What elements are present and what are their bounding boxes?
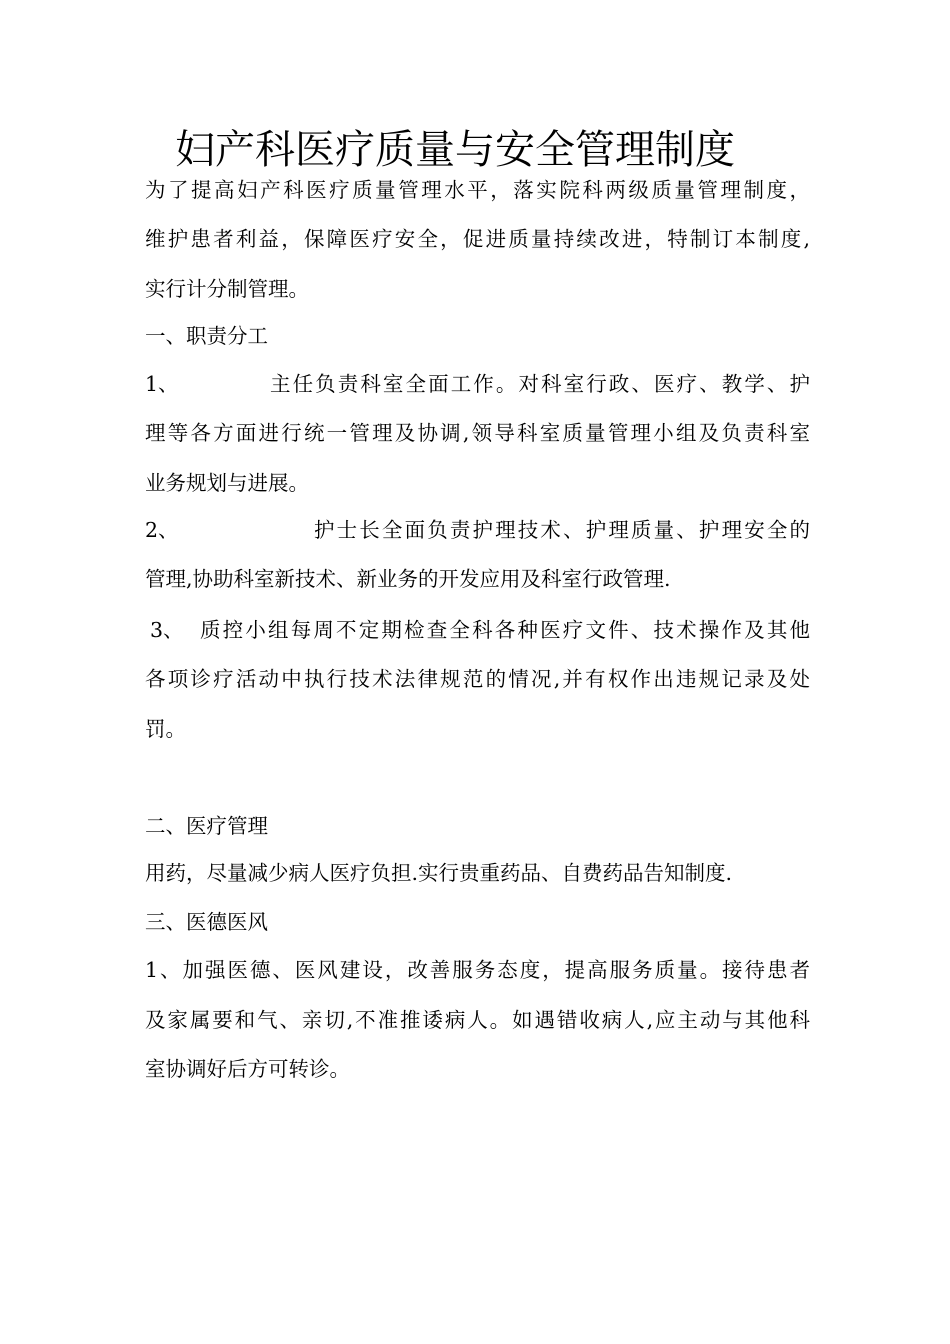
section-1-heading: 一、职责分工 bbox=[145, 324, 268, 348]
section-1-item-2-number: 2、 bbox=[145, 518, 179, 542]
intro-line-2: 维护患者利益，保障医疗安全，促进质量持续改进，特制订本制度, bbox=[145, 227, 810, 251]
section-1-item-3-line-3: 罚。 bbox=[145, 717, 186, 741]
section-1-item-3-number: 3、 bbox=[150, 618, 184, 642]
section-1-item-2-line-2: 管理,协助科室新技术、新业务的开发应用及科室行政管理. bbox=[145, 567, 671, 591]
intro-line-3: 实行计分制管理。 bbox=[145, 277, 309, 301]
document-title: 妇产科医疗质量与安全管理制度 bbox=[175, 127, 735, 173]
intro-line-1: 为了提高妇产科医疗质量管理水平，落实院科两级质量管理制度， bbox=[145, 178, 810, 202]
section-2-line-1: 用药，尽量减少病人医疗负担.实行贵重药品、自费药品告知制度. bbox=[145, 861, 733, 885]
section-1-item-1-number: 1、 bbox=[145, 372, 179, 396]
section-1-item-3-line-2: 各项诊疗活动中执行技术法律规范的情况,并有权作出违规记录及处 bbox=[145, 667, 810, 691]
section-1-item-2-line-1: 护士长全面负责护理技术、护理质量、护理安全的 bbox=[314, 518, 810, 542]
section-1-item-1-line-3: 业务规划与进展。 bbox=[145, 471, 309, 495]
section-1-item-1-line-2: 理等各方面进行统一管理及协调,领导科室质量管理小组及负责科室 bbox=[145, 421, 810, 445]
section-1-item-1-line-1: 主任负责科室全面工作。对科室行政、医疗、教学、护 bbox=[270, 372, 810, 396]
section-3-line-1: 1、加强医德、医风建设，改善服务态度，提高服务质量。接待患者 bbox=[145, 958, 810, 982]
section-3-heading: 三、医德医风 bbox=[145, 910, 268, 934]
section-3-line-2: 及家属要和气、亲切,不准推诿病人。如遇错收病人,应主动与其他科 bbox=[145, 1008, 810, 1032]
section-3-line-3: 室协调好后方可转诊。 bbox=[145, 1057, 350, 1081]
section-1-item-3-line-1: 质控小组每周不定期检查全科各种医疗文件、技术操作及其他 bbox=[200, 618, 810, 642]
section-2-heading: 二、医疗管理 bbox=[145, 814, 268, 838]
